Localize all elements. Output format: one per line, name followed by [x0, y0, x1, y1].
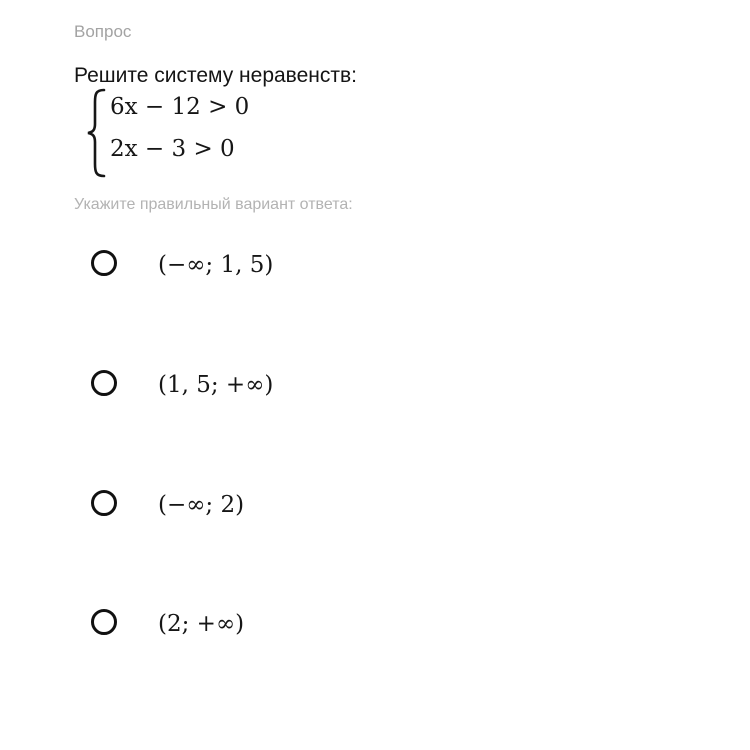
- answer-hint: Укажите правильный вариант ответа:: [74, 196, 353, 213]
- question-prompt: Решите систему неравенств:: [74, 64, 357, 87]
- answer-option-2[interactable]: [88, 365, 448, 409]
- radio-button[interactable]: [91, 250, 117, 276]
- answer-option-1[interactable]: [88, 245, 448, 289]
- answer-option-label: (1, 5; +∞): [158, 372, 274, 398]
- inequality-1: 6x − 12 > 0: [110, 94, 250, 120]
- answer-option-label: (2; +∞): [158, 611, 245, 637]
- answer-option-label: (−∞; 2): [158, 492, 245, 518]
- answer-option-3[interactable]: [88, 485, 448, 529]
- radio-button[interactable]: [91, 490, 117, 516]
- answer-option-label: (−∞; 1, 5): [158, 252, 274, 278]
- inequality-system: [86, 88, 306, 178]
- curly-brace-icon: [86, 88, 108, 178]
- radio-button[interactable]: [91, 609, 117, 635]
- answer-option-4[interactable]: [88, 604, 448, 648]
- radio-button[interactable]: [91, 370, 117, 396]
- inequality-2: 2x − 3 > 0: [110, 136, 235, 162]
- question-section-label: Вопрос: [74, 22, 132, 41]
